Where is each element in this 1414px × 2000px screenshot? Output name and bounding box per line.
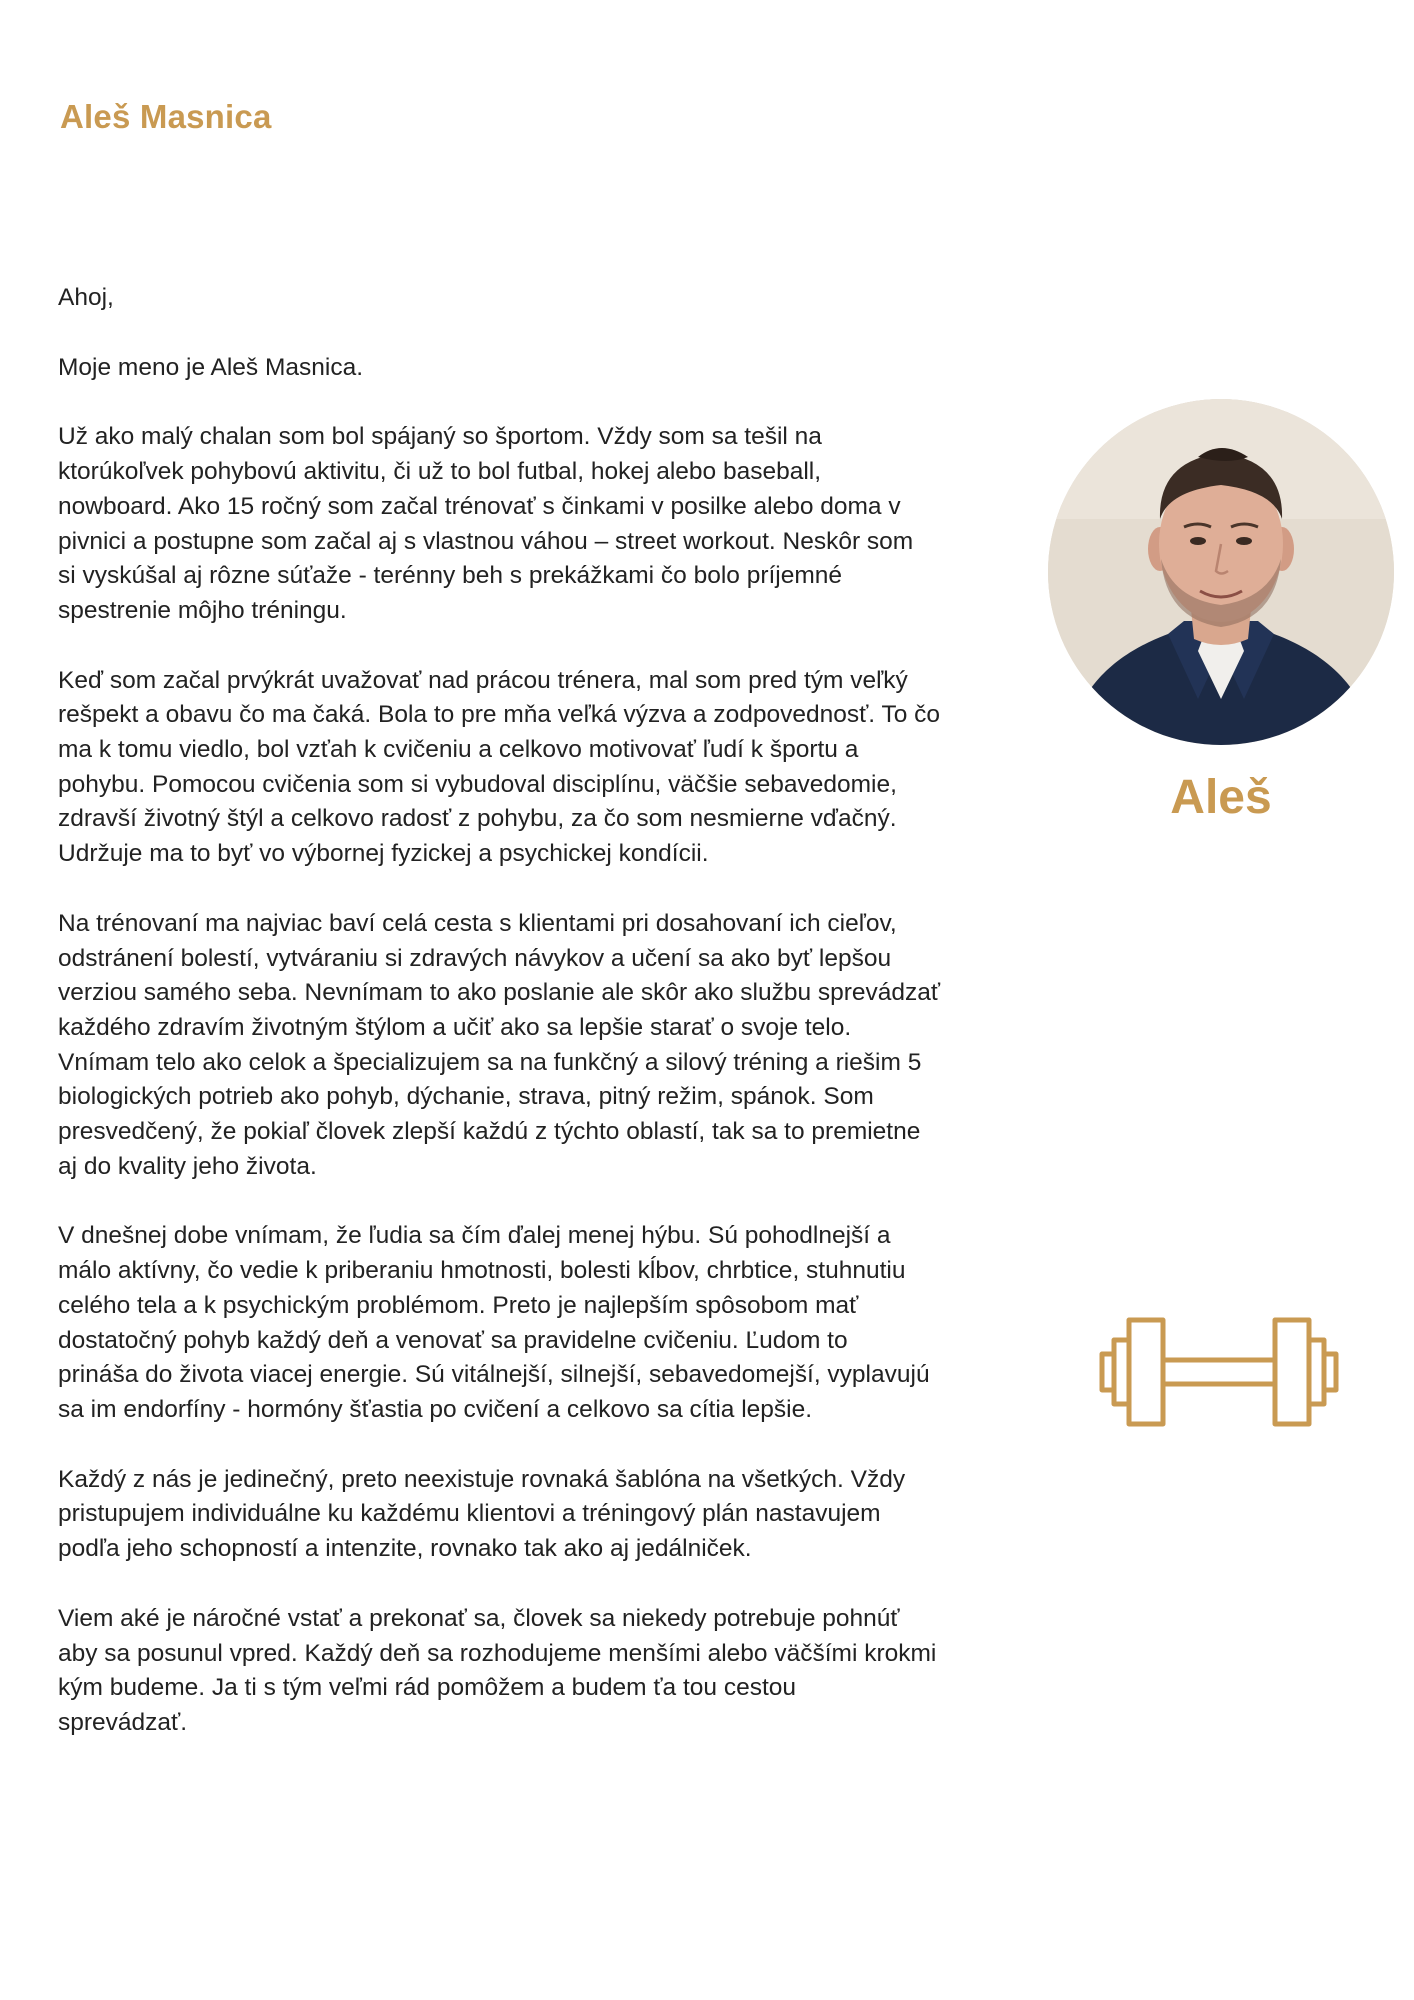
text-line: Ahoj, xyxy=(58,284,114,311)
text-line: Už ako malý chalan som bol spájaný so športom. Vždy som sa tešil na xyxy=(58,423,822,451)
closing-paragraph xyxy=(58,1602,1058,1741)
text-line: dostatočný pohyb každý deň a venovať sa pravidelne cvičeniu. Ľudom to xyxy=(58,1326,848,1354)
text-line: ktorúkoľvek pohybovú aktivitu, či už to bol futbal, hokej alebo baseball, xyxy=(58,458,822,486)
text-line: zdravší životný štýl a celkovo radosť z pohybu, za čo som nesmierne vďačný. xyxy=(58,805,897,833)
text-line: si vyskúšal aj rôzne súťaže - terénny beh s prekážkami čo bolo príjemné xyxy=(58,562,843,590)
text-line: celého tela a k psychickým problémom. Preto je najlepším spôsobom mať xyxy=(58,1291,859,1319)
text-line: pristupujem individuálne ku každému klientovi a tréningový plán nastavujem xyxy=(58,1500,881,1528)
text-line: pivnici a postupne som začal aj s vlastnou váhou – street workout. Neskôr som xyxy=(58,527,914,555)
portrait-photo xyxy=(1048,399,1394,745)
text-line: biologických potrieb ako pohyb, dýchanie, strava, pitný režim, spánok. Som xyxy=(58,1083,874,1111)
individual-approach-paragraph xyxy=(58,1463,1058,1567)
modern-lifestyle-paragraph xyxy=(58,1219,1058,1427)
text-line: Udržuje ma to byť vo výbornej fyzickej a psychickej kondícii. xyxy=(58,840,709,868)
childhood-sports-paragraph xyxy=(58,420,1058,628)
text-line: verziou samého seba. Nevnímam to ako poslanie ale skôr ako službu sprevádzať xyxy=(58,979,941,1007)
text-line: spestrenie môjho tréningu. xyxy=(58,596,347,624)
text-line: kým budeme. Ja ti s tým veľmi rád pomôžem a budem ťa tou cestou xyxy=(58,1674,797,1702)
text-line: presvedčený, že pokiaľ človek zlepší každú z týchto oblastí, tak sa to premietne xyxy=(58,1118,921,1146)
training-approach-paragraph xyxy=(58,907,1058,1185)
intro-paragraph xyxy=(58,351,1058,386)
text-line: Každý z nás je jedinečný, preto neexistuje rovnaká šablóna na všetkých. Vždy xyxy=(58,1465,906,1493)
text-line: Vnímam telo ako celok a špecializujem sa na funkčný a silový tréning a riešim 5 xyxy=(58,1048,922,1076)
text-line: prináša do života viacej energie. Sú vitálnejší, silnejší, sebavedomejší, vyplavujú xyxy=(58,1361,930,1389)
text-line: sprevádzať. xyxy=(58,1708,188,1736)
text-line: ma k tomu viedlo, bol vzťah k cvičeniu a celkovo motivovať ľudí k športu a xyxy=(58,736,859,764)
letter-body xyxy=(58,281,1058,1776)
becoming-trainer-paragraph xyxy=(58,664,1058,872)
portrait-caption: Aleš xyxy=(1170,771,1272,824)
text-line: odstránení bolestí, vytváraniu si zdravých návykov a učení sa ako byť lepšou xyxy=(58,944,892,972)
text-line: rešpekt a obavu čo ma čaká. Bola to pre mňa veľká výzva a zodpovednosť. To čo xyxy=(58,701,941,729)
author-name-heading: Aleš Masnica xyxy=(60,98,272,135)
text-line: podľa jeho schopností a intenzite, rovnako tak ako aj jedálniček. xyxy=(58,1535,752,1563)
greeting-paragraph xyxy=(58,281,1058,316)
text-line: málo aktívny, čo vedie k priberaniu hmotnosti, bolesti kĺbov, chrbtice, stuhnutiu xyxy=(58,1257,906,1285)
text-line: aby sa posunul vpred. Každý deň sa rozhodujeme menšími alebo väčšími krokmi xyxy=(58,1639,937,1667)
text-line: V dnešnej dobe vnímam, že ľudia sa čím ďalej menej hýbu. Sú pohodlnejší a xyxy=(58,1222,891,1250)
text-line: Keď som začal prvýkrát uvažovať nad prácou trénera, mal som pred tým veľký xyxy=(58,666,908,694)
text-line: každého zdravím životným štýlom a učiť ako sa lepšie starať o svoje telo. xyxy=(58,1013,852,1041)
text-line: Viem aké je náročné vstať a prekonať sa, človek sa niekedy potrebuje pohnúť xyxy=(58,1604,900,1632)
person-portrait-icon xyxy=(1048,399,1394,745)
text-line: pohybu. Pomocou cvičenia som si vybudoval disciplínu, väčšie sebavedomie, xyxy=(58,770,897,798)
text-line: nowboard. Ako 15 ročný som začal trénovať s činkami v posilke alebo doma v xyxy=(58,492,901,520)
dumbbell-icon xyxy=(1098,1316,1340,1428)
text-line: Moje meno je Aleš Masnica. xyxy=(58,353,364,381)
text-line: sa im endorfíny - hormóny šťastia po cvičení a celkovo sa cítia lepšie. xyxy=(58,1395,813,1423)
text-line: aj do kvality jeho života. xyxy=(58,1152,317,1180)
text-line: Na trénovaní ma najviac baví celá cesta s klientami pri dosahovaní ich cieľov, xyxy=(58,909,897,937)
